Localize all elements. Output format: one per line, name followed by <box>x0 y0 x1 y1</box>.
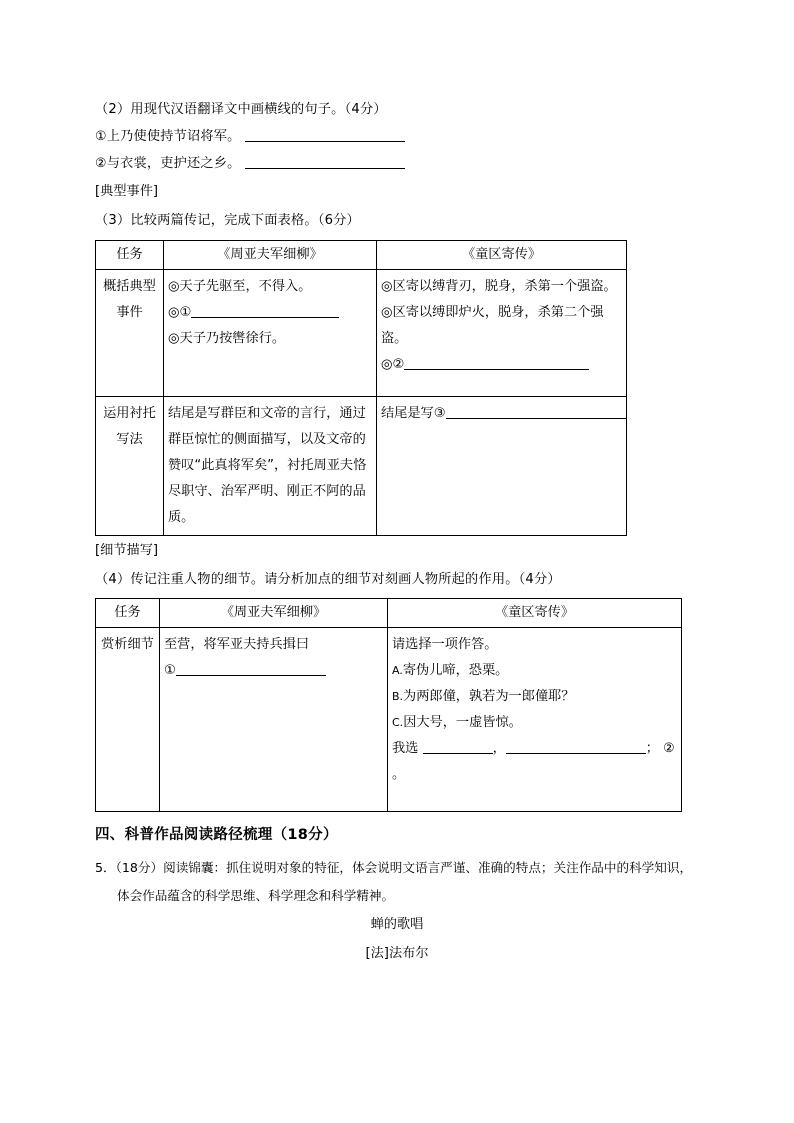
table1-row2-task: 运用衬托 写法 <box>96 397 164 536</box>
table1-r1c3-marker: ◎② <box>381 357 405 372</box>
answer-marker-2: ② <box>663 741 675 756</box>
table1-header-tongouji: 《童区寄传》 <box>377 241 627 270</box>
table2-header-tongouji: 《童区寄传》 <box>388 599 682 628</box>
table1-r1c2-line2 <box>168 300 373 326</box>
item-text-1: 上乃使使持节诏将军。 <box>106 129 241 144</box>
table-header-row <box>96 599 682 628</box>
table1-r1c2-line3: ◎天子乃按辔徐行。 <box>168 331 286 346</box>
table2-r1c2-blank[interactable] <box>176 661 326 676</box>
question-2-item-1 <box>95 123 699 150</box>
table2-option-b[interactable] <box>392 684 678 710</box>
table1-r2c2-text: 结尾是写群臣和文帝的言行，通过群臣惊忙的侧面描写，以及文帝的赞叹“此真将军矣”，衬托周亚夫恪尽职守、治军严明、刚正不阿的品质。 <box>168 406 367 525</box>
question-5-line-2: 体会作品蕴含的科学思维、科学理念和科学精神。 <box>117 888 395 903</box>
table1-row1-task: 概括典型 事件 <box>96 270 164 397</box>
table2-row1-col2 <box>160 628 388 812</box>
option-b-letter: B. <box>392 690 404 703</box>
table2-option-c[interactable] <box>392 710 678 736</box>
table-header-row <box>96 241 627 270</box>
reading-passage-title: 蝉的歌唱 <box>370 917 424 932</box>
answer-separator: ， <box>492 741 506 756</box>
option-c-text: 因大号，一虚皆惊。 <box>403 715 522 730</box>
table1-row2-col3 <box>377 397 627 536</box>
question-2-item-2 <box>95 150 699 177</box>
table1-r1c3-line3 <box>381 352 623 378</box>
table2-option-a[interactable] <box>392 658 678 684</box>
answer-reason-blank[interactable] <box>506 739 646 754</box>
table2-r1c2-line1: 至营，将军亚夫持兵揖曰 <box>164 637 310 652</box>
table2-task-label: 赏析细节 <box>101 637 154 652</box>
answer-blank-2[interactable] <box>245 154 405 169</box>
option-b-text: 为两郎僮，孰若为一郎僮耶？ <box>403 689 575 704</box>
table-row <box>96 397 627 536</box>
table-row <box>96 270 627 397</box>
question-3-prompt: （3）比较两篇传记，完成下面表格。（6分） <box>95 213 360 228</box>
table2-options-intro: 请选择一项作答。 <box>392 637 498 652</box>
table1-r1c3-line2: ◎区寄以缚即炉火，脱身，杀第二个强盗。 <box>381 305 604 346</box>
comparison-table-details <box>95 598 682 812</box>
table1-r1c3-line1: ◎区寄以缚背刃，脱身，杀第一个强盗。 <box>381 279 617 294</box>
label-typical-events: [典型事件] <box>95 184 159 199</box>
table1-r2c3-blank[interactable] <box>446 404 626 419</box>
table2-header-task: 任务 <box>96 599 160 628</box>
page-content <box>95 96 699 968</box>
label-detail-description: [细节描写] <box>95 543 159 558</box>
answer-blank-1[interactable] <box>245 127 405 142</box>
table2-row1-col3 <box>388 628 682 812</box>
table2-answer-period: 。 <box>392 767 406 782</box>
reading-passage-author: [法]法布尔 <box>365 946 429 961</box>
question-2-prompt: （2）用现代汉语翻译文中画横线的句子。（4分） <box>95 102 387 117</box>
table1-r1c3-blank[interactable] <box>404 355 589 370</box>
option-a-text: 寄伪儿啼，恐栗。 <box>402 663 509 678</box>
table1-header-task: 任务 <box>96 241 164 270</box>
table2-r1c2-marker: ① <box>164 663 176 678</box>
question-5 <box>95 854 699 910</box>
table1-row1-col3 <box>377 270 627 397</box>
option-a-letter: A. <box>392 664 403 677</box>
comparison-table-typical-events <box>95 240 627 536</box>
table1-row2-col2 <box>164 397 377 536</box>
table2-r1c2-line2 <box>164 658 384 684</box>
table1-r1c2-line1: ◎天子先驱至，不得入。 <box>168 279 312 294</box>
table2-header-zhouyafu: 《周亚夫军细柳》 <box>160 599 388 628</box>
table1-r2c3-label: 结尾是写③ <box>381 406 446 421</box>
table1-r1c2-marker: ◎① <box>168 305 192 320</box>
item-text-2: 与衣裳，吏护还之乡。 <box>106 156 241 171</box>
item-marker-1: ① <box>95 129 107 144</box>
table1-row1-col2 <box>164 270 377 397</box>
table1-r2c3-text <box>381 401 623 427</box>
table1-header-zhouyafu: 《周亚夫军细柳》 <box>164 241 377 270</box>
answer-choice-blank[interactable] <box>423 739 493 754</box>
section-4-heading: 四、科普作品阅读路径梳理（18分） <box>95 827 338 843</box>
question-5-line-1: 5．（18分）阅读锦囊：抓住说明对象的特征，体会说明文语言严谨、准确的特点；关注作品中的科学知识， <box>95 860 693 875</box>
answer-semicolon: ； <box>645 741 659 756</box>
question-4-prompt: （4）传记注重人物的细节。请分析加点的细节对刻画人物所起的作用。（4分） <box>95 572 561 587</box>
table-row <box>96 628 682 812</box>
answer-prefix: 我选 <box>392 741 419 756</box>
table2-answer-line <box>392 736 678 762</box>
option-c-letter: C. <box>392 716 404 729</box>
table2-row1-task <box>96 628 160 812</box>
table1-r1c2-blank[interactable] <box>191 303 339 318</box>
item-marker-2: ② <box>95 156 107 171</box>
